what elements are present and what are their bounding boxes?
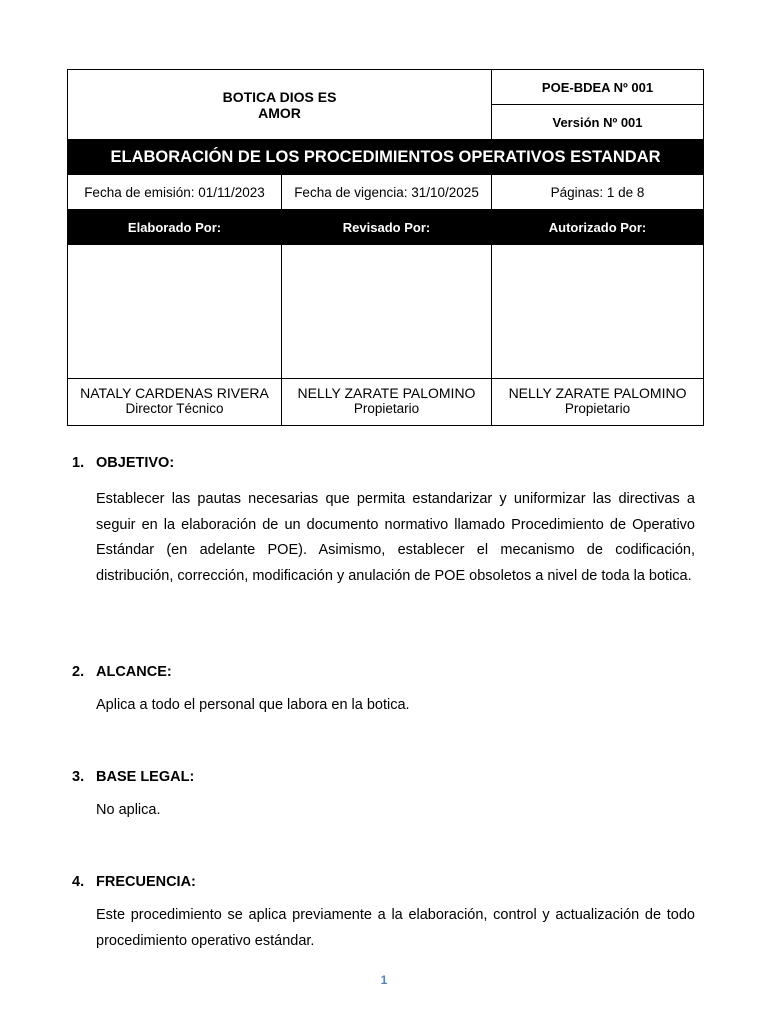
section-text: Aplica a todo el personal que labora en la botica.	[96, 697, 410, 713]
page-count: Páginas: 1 de 8	[492, 175, 704, 210]
section-heading	[72, 455, 696, 471]
document-header-table	[67, 69, 704, 426]
signer-prepared	[68, 379, 282, 426]
section-frecuencia	[72, 874, 696, 954]
signer-name: NATALY CARDENAS RIVERA	[80, 385, 269, 401]
signature-box-authorized	[492, 245, 704, 379]
company-name	[68, 70, 492, 140]
signature-box-prepared	[68, 245, 282, 379]
section-number: 1.	[72, 455, 85, 471]
signer-role: Director Técnico	[125, 401, 224, 416]
section-heading	[72, 664, 696, 680]
section-title: ALCANCE:	[96, 664, 172, 680]
role-prepared-by: Elaborado Por:	[68, 210, 282, 245]
section-heading	[72, 874, 696, 890]
company-name-line1: BOTICA DIOS ES	[222, 88, 337, 105]
page-number: 1	[380, 973, 388, 987]
valid-date: Fecha de vigencia: 31/10/2025	[282, 175, 492, 210]
section-heading	[72, 769, 696, 785]
section-title: FRECUENCIA:	[96, 874, 196, 890]
signer-authorized	[492, 379, 704, 426]
signer-name: NELLY ZARATE PALOMINO	[297, 385, 476, 401]
section-base-legal	[72, 769, 696, 824]
section-title: BASE LEGAL:	[96, 769, 195, 785]
section-number: 4.	[72, 874, 85, 890]
document-code: POE-BDEA Nº 001	[492, 70, 704, 105]
section-number: 3.	[72, 769, 85, 785]
section-text: No aplica.	[96, 802, 161, 818]
document-version: Versión Nº 001	[492, 105, 704, 140]
issue-date: Fecha de emisión: 01/11/2023	[68, 175, 282, 210]
role-reviewed-by: Revisado Por:	[282, 210, 492, 245]
section-title: OBJETIVO:	[96, 455, 175, 471]
section-alcance	[72, 664, 696, 719]
signature-box-reviewed	[282, 245, 492, 379]
section-number: 2.	[72, 664, 85, 680]
document-title: ELABORACIÓN DE LOS PROCEDIMIENTOS OPERATIVOS ESTANDAR	[68, 140, 704, 175]
signer-role: Propietario	[564, 401, 631, 416]
signer-reviewed	[282, 379, 492, 426]
section-text: Este procedimiento se aplica previamente a la elaboración, control y actualización de todo procedimiento operativo estándar.	[96, 907, 695, 949]
section-objetivo	[72, 455, 696, 589]
role-authorized-by: Autorizado Por:	[492, 210, 704, 245]
signer-role: Propietario	[353, 401, 420, 416]
signer-name: NELLY ZARATE PALOMINO	[508, 385, 687, 401]
section-text: Establecer las pautas necesarias que permita estandarizar y uniformizar las directivas a seguir en la elaboración de un documento normativo llamado Procedimiento de Operativo Estándar (en adelante POE). Asimismo, establecer el mecanismo de codificación, distribución, corrección, modificación y anulación de POE obsoletos a nivel de toda la botica.	[96, 491, 695, 584]
company-name-line2: AMOR	[258, 104, 301, 121]
